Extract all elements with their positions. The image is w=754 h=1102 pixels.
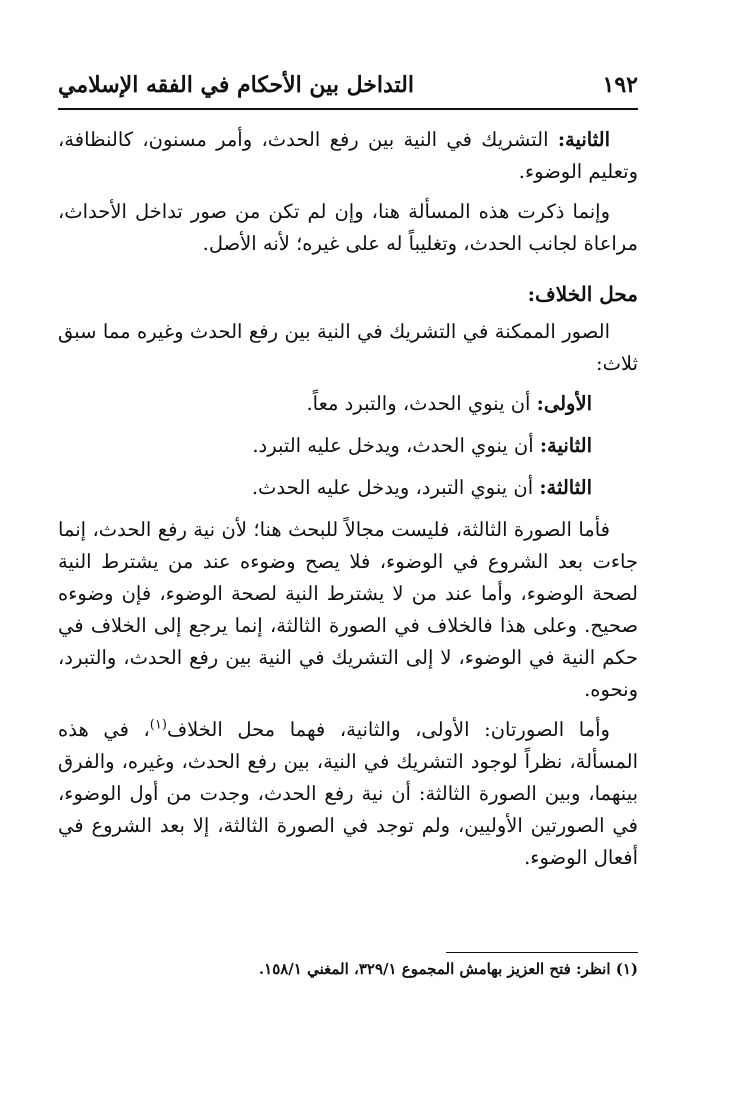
case-label: الأولى:	[536, 392, 592, 415]
paragraph-lead: الثانية:	[557, 128, 610, 151]
paragraph-third-form-discussion: فأما الصورة الثالثة، فليست مجالاً للبحث هنا؛ لأن نية رفع الحدث، إنما جاءت بعد الشروع في الوضوء، فلا يصح وضوءه عند من يشترط النية لصحة الوضوء، وأما عند من لا يشترط النية لصحة الوضوء، فإن وضوءه صحيح. وعلى هذا فالخلاف في الصورة الثالثة، إنما يرجع إلى الخلاف في حكم النية في الوضوء، لا إلى التشريك في النية بين رفع الحدث، والتبرد، ونحوه.	[58, 518, 638, 701]
case-item-first	[58, 388, 592, 420]
case-item-second	[58, 430, 592, 462]
section-title: محل الخلاف:	[527, 282, 638, 306]
paragraph-mention-note: وإنما ذكرت هذه المسألة هنا، وإن لم تكن من صور تداخل الأحداث، مراعاة لجانب الحدث، وتغليباً له على غيره؛ لأنه الأصل.	[58, 200, 638, 255]
main-text	[58, 124, 638, 882]
footnote-divider	[446, 952, 638, 953]
paragraph-text: وأما الصورتان: الأولى، والثانية، فهما محل الخلاف	[166, 718, 610, 741]
paragraph-dispute-location	[58, 714, 638, 874]
case-text: أن ينوي الحدث، ويدخل عليه التبرد.	[252, 434, 534, 457]
paragraph-possible-forms: الصور الممكنة في التشريك في النية بين رفع الحدث وغيره مما سبق ثلاث:	[58, 320, 638, 375]
footnote-marker: (١)	[615, 960, 638, 978]
running-header	[58, 68, 638, 110]
case-text: أن ينوي الحدث، والتبرد معاً.	[306, 392, 531, 415]
case-label: الثانية:	[539, 434, 592, 457]
paragraph-text: التشريك في النية بين رفع الحدث، وأمر مسنون، كالنظافة، وتعليم الوضوء.	[58, 128, 638, 183]
page-number: ١٩٢	[602, 72, 638, 98]
running-title: التداخل بين الأحكام في الفقه الإسلامي	[58, 72, 414, 98]
paragraph-text: ، في هذه المسألة، نظراً لوجود التشريك في النية، بين رفع الحدث، وغيره، والفرق بينهما، وبين الصورة الثالثة: أن نية رفع الحدث، وجدت من أول الوضوء، في الصورتين الأوليين، ولم توجد في الصورة الثالثة، إلا بعد الشروع في أفعال الوضوء.	[58, 718, 638, 869]
case-text: أن ينوي التبرد، ويدخل عليه الحدث.	[251, 476, 534, 499]
footnote	[118, 960, 638, 978]
paragraph-second-form	[58, 124, 638, 188]
footnote-text: انظر: فتح العزيز بهامش المجموع ٣٢٩/١، المغني ١٥٨/١.	[258, 960, 611, 978]
footnote-reference[interactable]: (١)	[149, 717, 167, 733]
case-label: الثالثة:	[539, 476, 592, 499]
case-item-third	[58, 472, 592, 504]
